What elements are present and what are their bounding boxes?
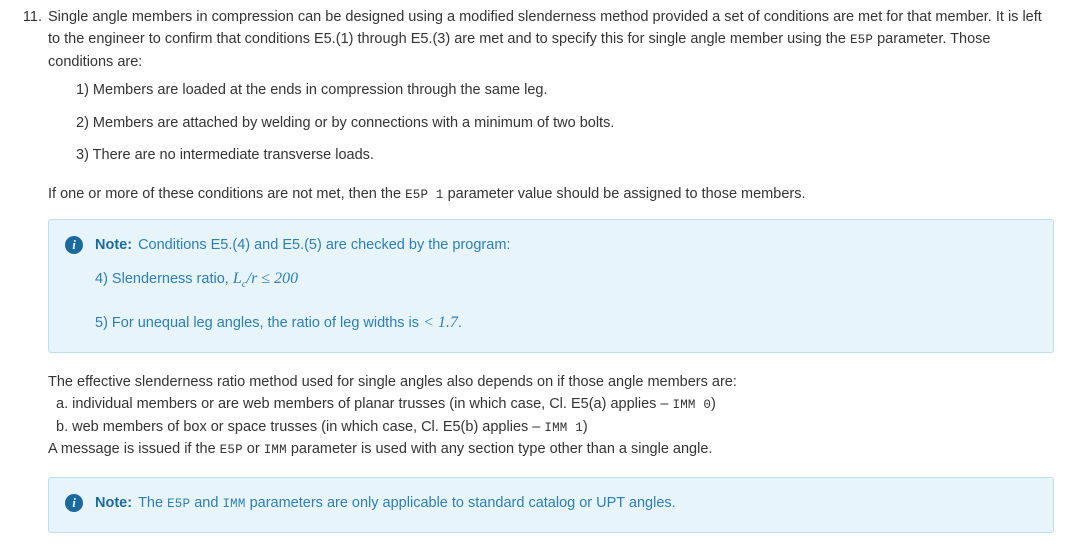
message-paragraph bbox=[48, 438, 1054, 460]
formula-l: L bbox=[232, 269, 242, 287]
info-icon: i bbox=[65, 236, 83, 254]
e5p-1-parameter-code: E5P 1 bbox=[405, 187, 444, 202]
formula-subscript: c bbox=[241, 277, 247, 290]
note-label: Note: bbox=[95, 494, 133, 511]
note-header bbox=[65, 492, 1037, 514]
item-number: 11. bbox=[22, 9, 42, 25]
note-condition-4-prefix: 4) Slenderness ratio, bbox=[95, 270, 233, 287]
note-condition-5-prefix: 5) For unequal leg angles, the ratio of leg widths is bbox=[95, 314, 424, 331]
intro-text-part1: Single angle members in compression can be designed using a modified slenderness method provided a set of conditions are met for that member. It is left to the engineer to confirm that conditions E5.(1) through E5.(3) are met and to specify this for single angle member using the bbox=[48, 9, 1042, 48]
note-box-program-checks bbox=[48, 219, 1054, 353]
imm-1-parameter-code: IMM 1 bbox=[544, 420, 583, 435]
note-header-text bbox=[95, 234, 510, 256]
message-part3: parameter is used with any section type other than a single angle. bbox=[286, 441, 713, 458]
note-header-text bbox=[95, 492, 676, 514]
formula-rest: /r ≤ 200 bbox=[246, 269, 299, 287]
intro-text-part2: parameter. Those conditions are: bbox=[48, 31, 991, 70]
list-item: 2) Members are attached by welding or by connections with a minimum of two bolts. bbox=[76, 114, 615, 131]
note-text: Conditions E5.(4) and E5.(5) are checked by the program: bbox=[138, 237, 511, 254]
list-item: 3) There are no intermediate transverse loads. bbox=[76, 147, 374, 164]
note-condition-4 bbox=[95, 267, 1037, 293]
e5p-code-note: E5P bbox=[167, 496, 191, 511]
note-label: Note: bbox=[95, 237, 133, 254]
not-met-text-part1: If one or more of these conditions are not met, then the bbox=[48, 185, 406, 202]
option-b-part1: b. web members of box or space trusses (in which case, Cl. E5(b) applies – bbox=[56, 418, 545, 435]
note-box-applicability bbox=[48, 477, 1054, 533]
item-content bbox=[48, 6, 1054, 533]
conditions-list bbox=[48, 79, 1054, 166]
list-item: 1) Members are loaded at the ends in compression through the same leg. bbox=[76, 82, 548, 99]
option-a-part2: ) bbox=[711, 396, 716, 413]
leg-width-ratio-formula: < 1.7 bbox=[423, 313, 458, 331]
option-b bbox=[56, 416, 1054, 438]
option-a bbox=[56, 393, 1054, 415]
message-part2: or bbox=[242, 441, 264, 458]
imm-0-parameter-code: IMM 0 bbox=[672, 398, 712, 413]
option-b-part2: ) bbox=[582, 418, 588, 435]
slenderness-formula bbox=[232, 269, 299, 290]
note-condition-5-suffix: . bbox=[457, 314, 462, 331]
numbered-item bbox=[10, 6, 1054, 533]
e5p-parameter-code: E5P bbox=[849, 33, 874, 48]
message-part1: A message is issued if the bbox=[48, 441, 220, 458]
note-text-part1: The bbox=[138, 494, 168, 511]
spacer bbox=[48, 167, 1054, 183]
note-condition-5 bbox=[95, 311, 1037, 336]
note-header bbox=[65, 234, 1037, 256]
imm-code-note: IMM bbox=[222, 496, 246, 511]
note-text-part2: and bbox=[190, 494, 223, 511]
intro-paragraph bbox=[48, 6, 1054, 73]
e5p-code-ref: E5P bbox=[219, 443, 243, 458]
option-a-part1: a. individual members or are web members of planar trusses (in which case, Cl. E5(a) applies – bbox=[56, 396, 673, 413]
not-met-text-part2: parameter value should be assigned to those members. bbox=[443, 185, 806, 202]
conditions-not-met-paragraph bbox=[48, 183, 1054, 205]
effective-ratio-paragraph: The effective slenderness ratio method used for single angles also depends on if those angle members are: bbox=[48, 373, 737, 390]
imm-code-ref: IMM bbox=[263, 443, 287, 458]
note-text-part3: parameters are only applicable to standard catalog or UPT angles. bbox=[245, 494, 676, 511]
info-icon: i bbox=[65, 494, 83, 512]
tail-section bbox=[48, 371, 1054, 461]
